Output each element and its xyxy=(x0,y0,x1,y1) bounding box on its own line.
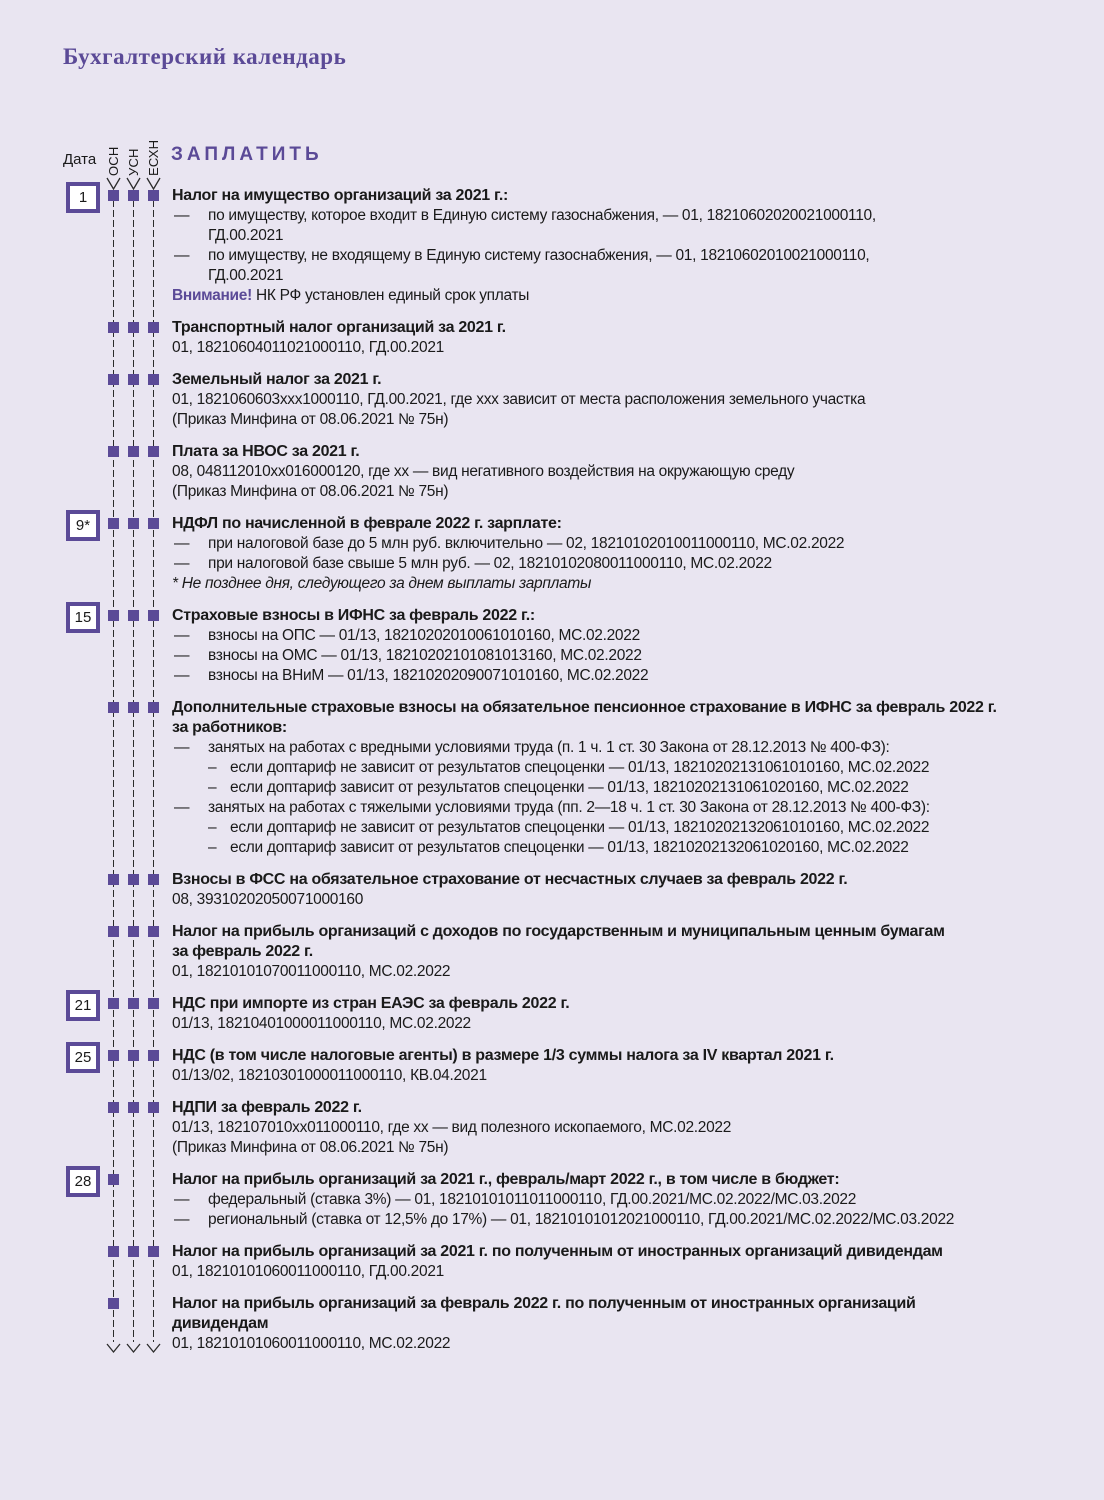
regime-marker-усн xyxy=(128,190,139,201)
entry-title: Транспортный налог организаций за 2021 г. xyxy=(172,319,506,336)
entry-title: Взносы в ФСС на обязательное страхование от несчастных случаев за февраль 2022 г. xyxy=(172,871,848,888)
entry-line: — занятых на работах с вредными условиями труда (п. 1 ч. 1 ст. 30 Закона от 28.12.2013 № 400-ФЗ): xyxy=(174,739,890,756)
entry-title: Налог на прибыль организаций за 2021 г. по полученным от иностранных организаций дивидендам xyxy=(172,1243,943,1260)
entry-line: — при налоговой базе до 5 млн руб. включительно — 02, 18210102010011000110, МС.02.2022 xyxy=(174,535,845,552)
dash-glyph: — xyxy=(174,799,190,816)
entry-text xyxy=(172,922,1047,982)
regime-marker-есхн xyxy=(148,1102,159,1113)
entry-line: — по имуществу, не входящему в Единую систему газоснабжения, — 01, 18210602010021000110, ГД.00.2021 xyxy=(174,247,870,284)
regime-marker-осн xyxy=(108,1298,119,1309)
entry-text xyxy=(172,1046,1047,1086)
entry-line: 01/13/02, 18210301000011000110, КВ.04.2021 xyxy=(172,1067,487,1084)
regime-marker-осн xyxy=(108,374,119,385)
calendar-entry xyxy=(0,1170,1104,1230)
entry-title: Налог на прибыль организаций за 2021 г., февраль/март 2022 г., в том числе в бюджет: xyxy=(172,1171,840,1188)
calendar-entry xyxy=(0,442,1104,502)
calendar-entry xyxy=(0,1294,1104,1354)
entry-title: Плата за НВОС за 2021 г. xyxy=(172,443,360,460)
entry-date-box: 28 xyxy=(66,1166,100,1197)
entry-text xyxy=(172,994,1047,1034)
regime-marker-усн xyxy=(128,1050,139,1061)
entry-title: Налог на прибыль организаций за февраль 2022 г. по полученным от иностранных организаций xyxy=(172,1295,916,1312)
entry-text xyxy=(172,1242,1047,1282)
regime-marker-усн xyxy=(128,702,139,713)
entry-note-line: Внимание! НК РФ установлен единый срок уплаты xyxy=(172,287,530,304)
entry-line: (Приказ Минфина от 08.06.2021 № 75н) xyxy=(172,483,449,500)
column-label-eshn: ЕСХН xyxy=(146,139,161,176)
entry-line: — взносы на ОМС — 01/13, 18210202101081013160, МС.02.2022 xyxy=(174,647,642,664)
entry-line: 01, 18210604011021000110, ГД.00.2021 xyxy=(172,339,444,356)
entry-line: – если доптариф зависит от результатов спецоценки — 01/13, 18210202132061020160, МС.02.2022 xyxy=(208,839,909,856)
entry-title: Страховые взносы в ИФНС за февраль 2022 г.: xyxy=(172,607,535,624)
regime-marker-усн xyxy=(128,374,139,385)
entry-title: НДС при импорте из стран ЕАЭС за февраль 2022 г. xyxy=(172,995,570,1012)
calendar-entry xyxy=(0,698,1104,858)
entry-line: (Приказ Минфина от 08.06.2021 № 75н) xyxy=(172,1139,449,1156)
dash-glyph: — xyxy=(174,627,190,644)
entry-line: – если доптариф не зависит от результатов спецоценки — 01/13, 18210202131061010160, МС.02.2022 xyxy=(208,759,930,776)
regime-marker-усн xyxy=(128,926,139,937)
regime-marker-усн xyxy=(128,998,139,1009)
regime-marker-есхн xyxy=(148,1246,159,1257)
regime-marker-осн xyxy=(108,518,119,529)
entry-title-line2: дивидендам xyxy=(172,1315,269,1332)
entry-text xyxy=(172,606,1047,686)
attention-label: Внимание! xyxy=(172,287,252,304)
regime-marker-осн xyxy=(108,1102,119,1113)
entry-title: Налог на имущество организаций за 2021 г.: xyxy=(172,187,508,204)
date-column-label: Дата xyxy=(63,151,97,168)
entry-line: 01, 18210101060011000110, МС.02.2022 xyxy=(172,1335,451,1352)
regime-marker-усн xyxy=(128,1102,139,1113)
calendar-entry xyxy=(0,870,1104,910)
calendar-entry xyxy=(0,514,1104,594)
regime-marker-осн xyxy=(108,926,119,937)
regime-marker-осн xyxy=(108,1050,119,1061)
entry-line: 01, 18210101060011000110, ГД.00.2021 xyxy=(172,1263,444,1280)
entry-line: – если доптариф зависит от результатов спецоценки — 01/13, 18210202131061020160, МС.02.2022 xyxy=(208,779,909,796)
entry-text xyxy=(172,1098,1047,1158)
entry-line: — федеральный (ставка 3%) — 01, 18210101011011000110, ГД.00.2021/МС.02.2022/МС.03.2022 xyxy=(174,1191,857,1208)
dash-glyph: — xyxy=(174,207,190,224)
regime-marker-осн xyxy=(108,874,119,885)
calendar-entry xyxy=(0,1242,1104,1282)
regime-marker-осн xyxy=(108,702,119,713)
dash-glyph: — xyxy=(174,739,190,756)
regime-marker-усн xyxy=(128,610,139,621)
entry-date-box: 9* xyxy=(66,510,100,541)
entry-title: Дополнительные страховые взносы на обязательное пенсионное страхование в ИФНС за февраль 2022 г. xyxy=(172,699,997,716)
entry-title: Налог на прибыль организаций с доходов по государственным и муниципальным ценным бумагам xyxy=(172,923,945,940)
entry-title: НДПИ за февраль 2022 г. xyxy=(172,1099,362,1116)
regime-marker-усн xyxy=(128,1246,139,1257)
regime-marker-усн xyxy=(128,874,139,885)
dash-glyph: — xyxy=(174,1191,190,1208)
entry-line: — по имуществу, которое входит в Единую систему газоснабжения, — 01, 18210602020021000110, ГД.00.2021 xyxy=(174,207,876,244)
entry-line: — взносы на ВНиМ — 01/13, 18210202090071010160, МС.02.2022 xyxy=(174,667,649,684)
regime-marker-осн xyxy=(108,190,119,201)
column-label-osn: ОСН xyxy=(106,146,121,176)
regime-marker-есхн xyxy=(148,610,159,621)
page-title: Бухгалтерский календарь xyxy=(63,44,347,69)
entry-text xyxy=(172,514,1047,594)
regime-marker-осн xyxy=(108,322,119,333)
calendar-entry xyxy=(0,318,1104,358)
entry-date-box: 25 xyxy=(66,1042,100,1073)
entry-line: 08, 39310202050071000160 xyxy=(172,891,364,908)
dash-glyph: – xyxy=(208,779,217,796)
entry-date-box: 21 xyxy=(66,990,100,1021)
entry-text xyxy=(172,698,1047,858)
entry-title: НДС (в том числе налоговые агенты) в размере 1/3 суммы налога за IV квартал 2021 г. xyxy=(172,1047,834,1064)
regime-marker-осн xyxy=(108,998,119,1009)
entry-line: 01/13, 18210401000011000110, МС.02.2022 xyxy=(172,1015,471,1032)
entry-date-box: 15 xyxy=(66,602,100,633)
regime-marker-есхн xyxy=(148,998,159,1009)
calendar-entry xyxy=(0,1098,1104,1158)
dash-glyph: — xyxy=(174,1211,190,1228)
entry-text xyxy=(172,370,1047,430)
calendar-entry xyxy=(0,994,1104,1034)
regime-marker-осн xyxy=(108,1246,119,1257)
regime-marker-осн xyxy=(108,610,119,621)
entry-text xyxy=(172,318,1047,358)
dash-glyph: – xyxy=(208,839,217,856)
entry-line: 01, 18210101070011000110, МС.02.2022 xyxy=(172,963,451,980)
entry-line: — занятых на работах с тяжелыми условиями труда (пп. 2—18 ч. 1 ст. 30 Закона от 28.12.2013 № 400-ФЗ): xyxy=(174,799,930,816)
regime-marker-есхн xyxy=(148,874,159,885)
regime-marker-есхн xyxy=(148,1050,159,1061)
column-label-usn: УСН xyxy=(126,148,141,176)
entry-title-line2: за работников: xyxy=(172,719,287,736)
regime-marker-осн xyxy=(108,446,119,457)
regime-marker-усн xyxy=(128,322,139,333)
regime-marker-усн xyxy=(128,446,139,457)
entry-title: НДФЛ по начисленной в феврале 2022 г. зарплате: xyxy=(172,515,562,532)
dash-glyph: — xyxy=(174,247,190,264)
entry-date-box: 1 xyxy=(66,182,100,213)
regime-marker-есхн xyxy=(148,702,159,713)
entry-line: – если доптариф не зависит от результатов спецоценки — 01/13, 18210202132061010160, МС.02.2022 xyxy=(208,819,930,836)
regime-marker-есхн xyxy=(148,518,159,529)
calendar-entry xyxy=(0,606,1104,686)
entry-line: 08, 048112010хх016000120, где хх — вид негативного воздействия на окружающую среду xyxy=(172,463,795,480)
entry-title-line2: за февраль 2022 г. xyxy=(172,943,313,960)
regime-marker-усн xyxy=(128,518,139,529)
calendar-entry xyxy=(0,1046,1104,1086)
regime-marker-есхн xyxy=(148,322,159,333)
dash-glyph: — xyxy=(174,647,190,664)
entry-line: — региональный (ставка от 12,5% до 17%) — 01, 18210101012021000110, ГД.00.2021/МС.02.2022/МС.03.2022 xyxy=(174,1211,955,1228)
dash-glyph: — xyxy=(174,667,190,684)
entry-text xyxy=(172,186,1047,306)
calendar-entry xyxy=(0,186,1104,306)
dash-glyph: – xyxy=(208,759,217,776)
regime-marker-есхн xyxy=(148,190,159,201)
dash-glyph: — xyxy=(174,535,190,552)
regime-marker-осн xyxy=(108,1174,119,1185)
dash-glyph: – xyxy=(208,819,217,836)
calendar-entry xyxy=(0,370,1104,430)
dash-glyph: — xyxy=(174,555,190,572)
section-heading-pay: ЗАПЛАТИТЬ xyxy=(171,144,323,165)
entry-footnote: * Не позднее дня, следующего за днем выплаты зарплаты xyxy=(172,575,592,592)
calendar-entry xyxy=(0,922,1104,982)
entry-text xyxy=(172,870,1047,910)
entry-line: 01, 1821060603ххх1000110, ГД.00.2021, где ххх зависит от места расположения земельного участка xyxy=(172,391,866,408)
entry-line: 01/13, 182107010хх011000110, где хх — вид полезного ископаемого, МС.02.2022 xyxy=(172,1119,732,1136)
entry-text xyxy=(172,442,1047,502)
entry-title: Земельный налог за 2021 г. xyxy=(172,371,382,388)
entry-line: — взносы на ОПС — 01/13, 18210202010061010160, МС.02.2022 xyxy=(174,627,640,644)
entry-text xyxy=(172,1170,1047,1230)
entry-text xyxy=(172,1294,1047,1354)
entry-line: — при налоговой базе свыше 5 млн руб. — 02, 18210102080011000110, МС.02.2022 xyxy=(174,555,772,572)
entries-list xyxy=(0,186,1104,1366)
regime-marker-есхн xyxy=(148,374,159,385)
entry-line: (Приказ Минфина от 08.06.2021 № 75н) xyxy=(172,411,449,428)
regime-marker-есхн xyxy=(148,926,159,937)
regime-marker-есхн xyxy=(148,446,159,457)
